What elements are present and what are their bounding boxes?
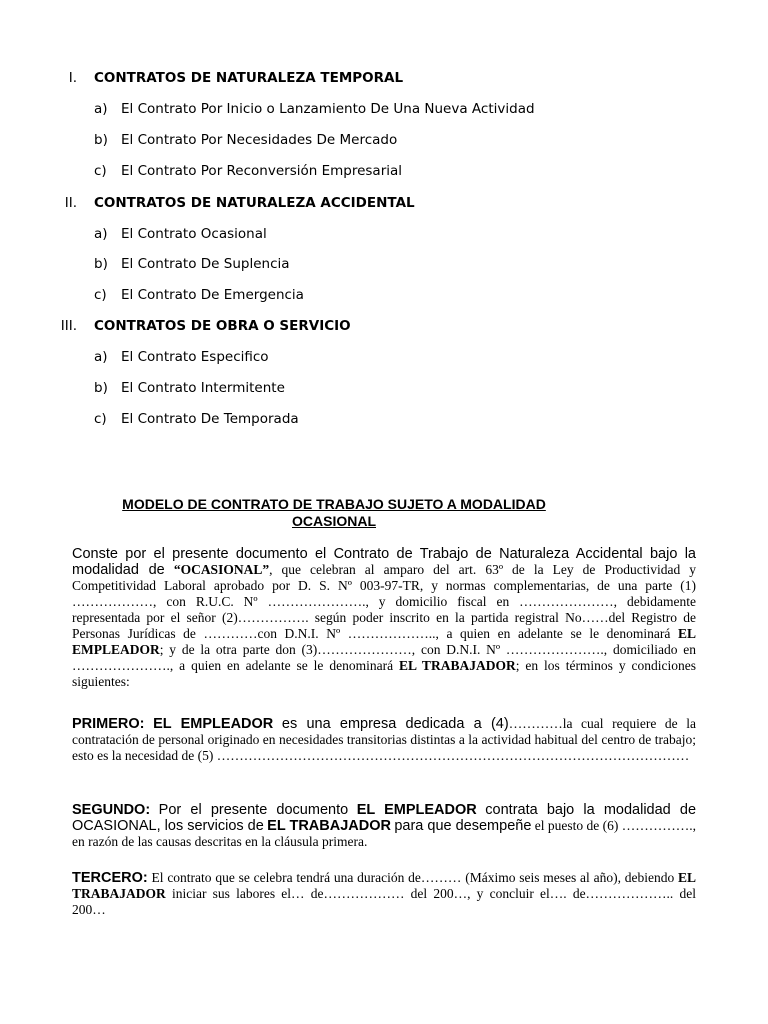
- intro-text: ; y de la otra parte don (3)…………………, con D.N.I. Nº …………………., domiciliado en …………………., a quien en adelante se le denominará: [72, 642, 696, 673]
- item-text: El Contrato Especifico: [121, 349, 269, 365]
- item-text: El Contrato Por Necesidades De Mercado: [121, 132, 398, 148]
- employer-term: EL EMPLEADOR: [72, 626, 697, 657]
- section-title: CONTRATOS DE OBRA O SERVICIO: [94, 318, 351, 334]
- item-letter: c): [94, 287, 107, 303]
- model-title: [72, 496, 596, 530]
- item-letter: b): [94, 380, 108, 396]
- clause-primero: [72, 716, 696, 764]
- clause-label: PRIMERO:: [72, 716, 145, 732]
- clause-text: iniciar sus labores el… de……………… del 200…, y concluir el…. de……………….. del 200…: [72, 886, 696, 917]
- model-title-line: MODELO DE CONTRATO DE TRABAJO SUJETO A MODALIDAD: [122, 496, 546, 512]
- item-letter: a): [94, 101, 108, 117]
- item-letter: b): [94, 132, 108, 148]
- item-text: El Contrato Ocasional: [121, 226, 267, 242]
- intro-text: , que celebran al amparo del art. 63º de la Ley de Productividad y Competitividad Laboral aprobado por D. S. Nº 003-97-TR, y normas complementarias, de una parte (1) ………………, con R.U.C. Nº …………………., y domicilio fiscal en …………………, debidamente representada por el señor (2)……………. según poder inscrito en la partida registral No……del Registro de Personas Jurídicas de …………con D.N.I. Nº ……………….., a quien en adelante se le denominará: [72, 562, 697, 641]
- model-title-line: OCASIONAL: [292, 513, 376, 529]
- worker-term: EL TRABAJADOR: [72, 870, 697, 901]
- item-letter: b): [94, 256, 108, 272]
- clause-lead: es una empresa dedicada a (4): [281, 716, 509, 732]
- worker-term: EL TRABAJADOR: [267, 818, 391, 834]
- clause-tercero: [72, 870, 696, 918]
- section-number: I.: [68, 70, 77, 86]
- section-title: CONTRATOS DE NATURALEZA ACCIDENTAL: [94, 195, 415, 211]
- intro-lead: Conste por el presente documento el Contrato de Trabajo de Naturaleza Accidental bajo la modalidad de: [72, 546, 696, 578]
- item-text: El Contrato De Temporada: [121, 411, 299, 427]
- intro-paragraph: [72, 546, 696, 690]
- item-letter: c): [94, 163, 107, 179]
- item-text: El Contrato Por Reconversión Empresarial: [121, 163, 403, 179]
- item-text: El Contrato De Suplencia: [121, 256, 290, 272]
- clause-label: SEGUNDO:: [72, 802, 151, 818]
- item-letter: a): [94, 349, 108, 365]
- section-number: III.: [60, 318, 77, 334]
- worker-term: EL TRABAJADOR: [399, 658, 516, 673]
- item-text: El Contrato Por Inicio o Lanzamiento De Una Nueva Actividad: [121, 101, 535, 117]
- item-text: El Contrato Intermitente: [121, 380, 285, 396]
- clause-lead: Por el presente documento: [158, 802, 349, 818]
- clause-lead: para que desempeñe: [394, 818, 532, 834]
- item-text: El Contrato De Emergencia: [121, 287, 304, 303]
- intro-text: ; en los términos y condiciones siguientes:: [72, 658, 697, 689]
- clause-segundo: [72, 802, 696, 850]
- employer-term: EL EMPLEADOR: [153, 716, 274, 732]
- employer-term: EL EMPLEADOR: [356, 802, 477, 818]
- item-letter: c): [94, 411, 107, 427]
- item-letter: a): [94, 226, 108, 242]
- modality-name: “OCASIONAL”: [173, 562, 270, 577]
- clause-lead: contrata bajo la modalidad de OCASIONAL, los servicios de: [72, 802, 697, 834]
- section-title: CONTRATOS DE NATURALEZA TEMPORAL: [94, 70, 404, 86]
- clause-lead: El contrato que se celebra tendrá una duración de……… (Máximo seis meses al año), debiendo: [151, 870, 675, 885]
- section-number: II.: [64, 195, 77, 211]
- clause-text: …………la cual requiere de la contratación de personal originado en necesidades transitorias distintas a la actividad habitual del centro de trabajo; esto es la necesidad de (5) ……………………………………………………………………………………………: [72, 716, 697, 763]
- clause-label: TERCERO:: [72, 870, 148, 886]
- clause-text: el puesto de (6) ……………., en razón de las causas descritas en la cláusula primera.: [72, 818, 697, 849]
